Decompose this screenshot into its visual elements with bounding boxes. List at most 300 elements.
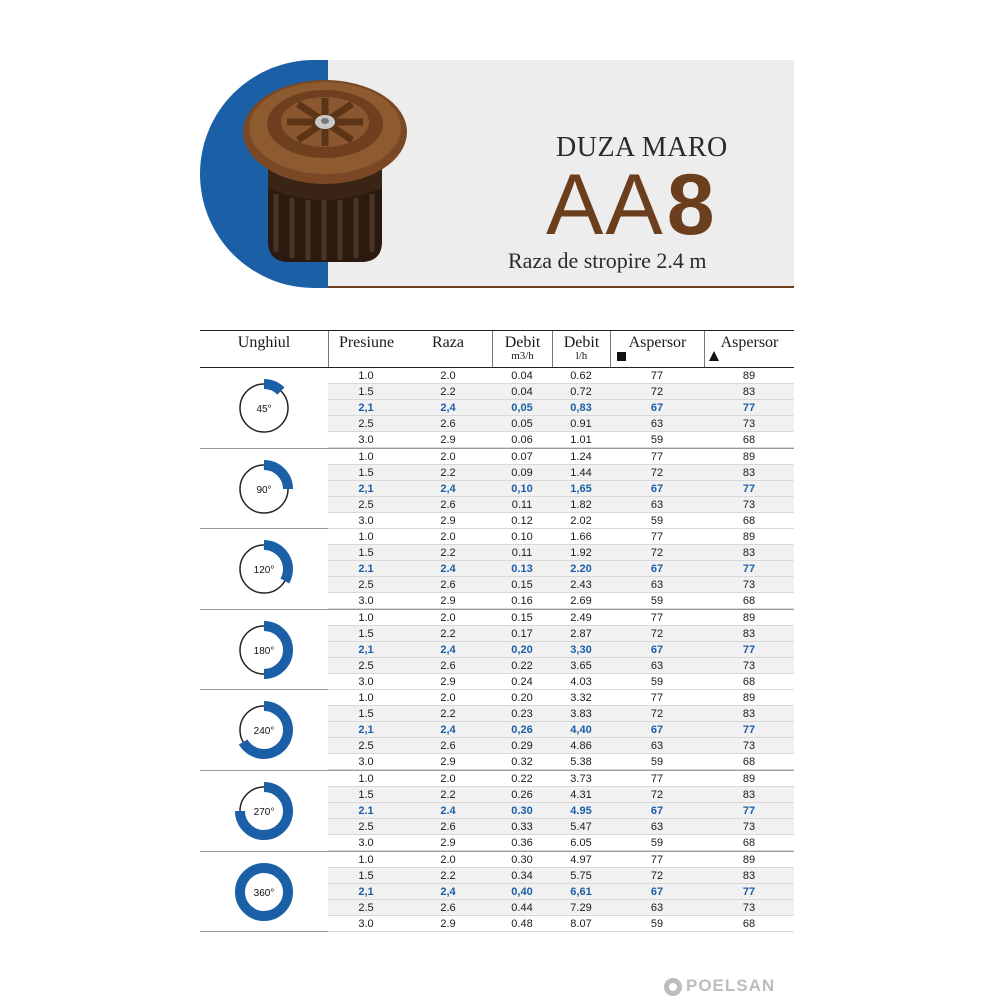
flow-lh-cell: 5.47 xyxy=(570,820,592,833)
spacing-triangle-cell: 68 xyxy=(742,756,756,769)
radius-cell: 2.6 xyxy=(440,418,456,430)
group-rows xyxy=(328,771,794,851)
column-header-label: Debit xyxy=(504,334,541,351)
spacing-square-cell: 67 xyxy=(650,482,664,495)
pressure-cell: 1.5 xyxy=(358,708,374,721)
flow-lh-cell: 3,30 xyxy=(570,643,592,656)
flow-lh-cell: 5.75 xyxy=(570,869,592,882)
flow-m3h-cell: 0.30 xyxy=(511,804,533,817)
spacing-triangle-cell: 83 xyxy=(742,466,756,479)
flow-m3h-cell: 0.17 xyxy=(511,627,533,640)
spacing-triangle-cell: 77 xyxy=(742,885,756,898)
spacing-square-cell: 72 xyxy=(650,547,664,560)
table-row xyxy=(328,626,794,642)
radius-cell: 2,4 xyxy=(440,724,456,737)
spacing-triangle-cell: 89 xyxy=(742,370,756,382)
flow-lh-cell: 4.97 xyxy=(570,853,592,866)
spacing-triangle-cell: 73 xyxy=(742,579,756,592)
flow-m3h-cell: 0.24 xyxy=(511,675,533,688)
spacing-square-cell: 67 xyxy=(650,885,664,898)
flow-m3h-cell: 0.33 xyxy=(511,820,533,833)
spacing-square-cell: 63 xyxy=(650,498,664,511)
flow-lh-cell: 4.86 xyxy=(570,740,592,753)
flow-lh-cell: 4.03 xyxy=(570,675,592,688)
column-header-unit: m3/h xyxy=(511,350,534,362)
spacing-square-cell: 72 xyxy=(650,466,664,479)
flow-m3h-cell: 0,40 xyxy=(511,885,533,898)
table-row xyxy=(328,771,794,787)
spacing-triangle-cell: 89 xyxy=(742,611,756,624)
pressure-cell: 1.5 xyxy=(358,627,374,640)
table-row xyxy=(328,465,794,481)
table-row xyxy=(328,674,794,690)
flow-lh-cell: 0.91 xyxy=(570,418,592,430)
radius-cell: 2.0 xyxy=(440,611,456,624)
spacing-triangle-cell: 73 xyxy=(742,740,756,753)
pressure-cell: 2,1 xyxy=(358,724,374,737)
angle-diagram xyxy=(200,771,328,851)
column-header-pressure xyxy=(328,331,404,367)
table-row xyxy=(328,610,794,626)
pressure-cell: 2,1 xyxy=(358,643,374,656)
table-row xyxy=(328,481,794,497)
column-header-angle xyxy=(200,331,328,367)
spacing-square-cell: 72 xyxy=(650,386,664,398)
table-row xyxy=(328,400,794,416)
flow-lh-cell: 1.24 xyxy=(570,450,592,463)
flow-lh-cell: 2.43 xyxy=(570,579,592,592)
product-header xyxy=(200,60,794,288)
product-code xyxy=(546,157,715,253)
spacing-square-cell: 77 xyxy=(650,450,664,463)
angle-diagram xyxy=(200,529,328,609)
spacing-square-cell: 59 xyxy=(650,675,664,688)
flow-m3h-cell: 0.04 xyxy=(511,386,533,398)
pressure-cell: 2.5 xyxy=(358,820,374,833)
radius-cell: 2,4 xyxy=(440,643,456,656)
pressure-cell: 3.0 xyxy=(358,675,374,688)
flow-lh-cell: 1.44 xyxy=(570,466,592,479)
radius-cell: 2.6 xyxy=(440,901,456,914)
flow-lh-cell: 0.72 xyxy=(570,386,592,398)
spray-arc-icon xyxy=(233,861,295,923)
radius-cell: 2.0 xyxy=(440,692,456,705)
pressure-cell: 2.1 xyxy=(358,804,374,817)
angle-diagram xyxy=(200,449,328,529)
flow-lh-cell: 8.07 xyxy=(570,917,592,930)
radius-cell: 2.6 xyxy=(440,820,456,833)
pressure-cell: 1.0 xyxy=(358,692,374,705)
column-header-label: Aspersor xyxy=(720,334,779,351)
pressure-cell: 2.5 xyxy=(358,659,374,672)
angle-group xyxy=(200,449,794,530)
radius-cell: 2,4 xyxy=(440,482,456,495)
pressure-cell: 1.5 xyxy=(358,788,374,801)
angle-group xyxy=(200,852,794,933)
table-row xyxy=(328,900,794,916)
spacing-triangle-cell: 83 xyxy=(742,788,756,801)
spray-arc xyxy=(264,384,281,391)
table-body xyxy=(200,368,794,932)
radius-cell: 2.2 xyxy=(440,708,456,721)
flow-lh-cell: 2.49 xyxy=(570,611,592,624)
table-row xyxy=(328,868,794,884)
group-rows xyxy=(328,449,794,529)
flow-lh-cell: 3.83 xyxy=(570,708,592,721)
spacing-triangle-cell: 68 xyxy=(742,434,756,446)
pressure-cell: 2.5 xyxy=(358,901,374,914)
pressure-cell: 1.0 xyxy=(358,611,374,624)
table-row xyxy=(328,690,794,706)
table-header xyxy=(200,330,794,368)
nozzle-product-image xyxy=(232,74,422,274)
pressure-cell: 2,1 xyxy=(358,482,374,495)
flow-lh-cell: 4,40 xyxy=(570,724,592,737)
table-row xyxy=(328,545,794,561)
spacing-square-cell: 59 xyxy=(650,434,664,446)
pressure-cell: 1.5 xyxy=(358,386,374,398)
radius-cell: 2,4 xyxy=(440,402,456,414)
table-row xyxy=(328,787,794,803)
flow-lh-cell: 0.62 xyxy=(570,370,592,382)
spacing-square-cell: 67 xyxy=(650,643,664,656)
spacing-square-cell: 59 xyxy=(650,595,664,608)
pressure-cell: 2.5 xyxy=(358,498,374,511)
angle-group xyxy=(200,368,794,449)
flow-lh-cell: 4.31 xyxy=(570,788,592,801)
spacing-triangle-cell: 68 xyxy=(742,836,756,849)
column-header-spacing-triangle xyxy=(704,331,794,367)
spacing-triangle-cell: 83 xyxy=(742,627,756,640)
spacing-triangle-cell: 89 xyxy=(742,853,756,866)
flow-lh-cell: 1.01 xyxy=(570,434,592,446)
pressure-cell: 3.0 xyxy=(358,595,374,608)
angle-group xyxy=(200,610,794,691)
group-rows xyxy=(328,529,794,609)
flow-m3h-cell: 0.22 xyxy=(511,772,533,785)
flow-m3h-cell: 0.13 xyxy=(511,563,533,576)
column-header-label: Unghiul xyxy=(237,334,291,351)
group-rows xyxy=(328,690,794,770)
performance-table xyxy=(200,330,794,932)
spacing-square-cell: 59 xyxy=(650,756,664,769)
spacing-square-cell: 59 xyxy=(650,514,664,527)
flow-m3h-cell: 0.22 xyxy=(511,659,533,672)
table-row xyxy=(328,368,794,384)
flow-m3h-cell: 0.44 xyxy=(511,901,533,914)
product-code-number: 8 xyxy=(666,157,715,253)
spacing-square-cell: 63 xyxy=(650,579,664,592)
table-row xyxy=(328,754,794,770)
column-header-radius xyxy=(404,331,492,367)
column-header-label: Aspersor xyxy=(628,334,687,351)
radius-cell: 2.0 xyxy=(440,531,456,544)
angle-label: 270° xyxy=(253,806,275,818)
group-rows xyxy=(328,368,794,448)
spacing-square-cell: 77 xyxy=(650,853,664,866)
spray-radius-subtitle: Raza de stropire 2.4 m xyxy=(508,248,707,273)
column-header-label: Debit xyxy=(563,334,600,351)
table-row xyxy=(328,835,794,851)
flow-m3h-cell: 0.34 xyxy=(511,869,533,882)
flow-m3h-cell: 0.29 xyxy=(511,740,533,753)
flow-m3h-cell: 0.06 xyxy=(511,434,533,446)
flow-m3h-cell: 0.10 xyxy=(511,531,533,544)
radius-cell: 2.9 xyxy=(440,756,456,769)
flow-lh-cell: 5.38 xyxy=(570,756,592,769)
table-row xyxy=(328,432,794,448)
pressure-cell: 2.5 xyxy=(358,579,374,592)
flow-m3h-cell: 0.05 xyxy=(511,418,533,430)
table-row xyxy=(328,916,794,932)
radius-cell: 2.2 xyxy=(440,788,456,801)
pressure-cell: 2,1 xyxy=(358,885,374,898)
pressure-cell: 2.5 xyxy=(358,740,374,753)
flow-lh-cell: 4.95 xyxy=(570,804,592,817)
radius-cell: 2.4 xyxy=(440,563,456,576)
flow-m3h-cell: 0.04 xyxy=(511,370,533,382)
radius-cell: 2.9 xyxy=(440,434,456,446)
flow-m3h-cell: 0.32 xyxy=(511,756,533,769)
pressure-cell: 2.1 xyxy=(358,563,374,576)
spacing-square-cell: 59 xyxy=(650,836,664,849)
table-row xyxy=(328,658,794,674)
square-symbol-icon xyxy=(617,352,626,361)
pressure-cell: 3.0 xyxy=(358,756,374,769)
angle-group xyxy=(200,529,794,610)
radius-cell: 2.2 xyxy=(440,869,456,882)
table-row xyxy=(328,513,794,529)
spacing-square-cell: 72 xyxy=(650,788,664,801)
radius-cell: 2.9 xyxy=(440,595,456,608)
pressure-cell: 1.0 xyxy=(358,450,374,463)
spacing-triangle-cell: 68 xyxy=(742,917,756,930)
angle-label: 90° xyxy=(256,484,272,496)
radius-cell: 2.0 xyxy=(440,853,456,866)
spacing-triangle-cell: 73 xyxy=(742,820,756,833)
flow-lh-cell: 6.05 xyxy=(570,836,592,849)
table-row xyxy=(328,884,794,900)
spacing-square-cell: 59 xyxy=(650,917,664,930)
spacing-triangle-cell: 89 xyxy=(742,531,756,544)
flow-lh-cell: 3.32 xyxy=(570,692,592,705)
pressure-cell: 1.0 xyxy=(358,853,374,866)
spacing-triangle-cell: 77 xyxy=(742,563,756,576)
table-row xyxy=(328,561,794,577)
flow-m3h-cell: 0.36 xyxy=(511,836,533,849)
column-header-unit: l/h xyxy=(575,350,588,362)
spacing-square-cell: 67 xyxy=(650,724,664,737)
column-header-label: Presiune xyxy=(338,334,395,351)
pressure-cell: 2.5 xyxy=(358,418,374,430)
spacing-triangle-cell: 77 xyxy=(742,482,756,495)
brand-logo-icon xyxy=(664,978,682,996)
radius-cell: 2.6 xyxy=(440,579,456,592)
radius-cell: 2.0 xyxy=(440,772,456,785)
table-row xyxy=(328,706,794,722)
product-color-title: DUZA MARO xyxy=(556,132,728,163)
column-header-flow-m3h xyxy=(492,331,552,367)
column-header-spacing-square xyxy=(610,331,704,367)
flow-lh-cell: 1.66 xyxy=(570,531,592,544)
radius-cell: 2.9 xyxy=(440,514,456,527)
radius-cell: 2.6 xyxy=(440,740,456,753)
flow-lh-cell: 7.29 xyxy=(570,901,592,914)
spacing-triangle-cell: 89 xyxy=(742,692,756,705)
pressure-cell: 1.0 xyxy=(358,772,374,785)
flow-m3h-cell: 0.48 xyxy=(511,917,533,930)
flow-lh-cell: 1,65 xyxy=(570,482,592,495)
spacing-triangle-cell: 73 xyxy=(742,659,756,672)
spacing-square-cell: 63 xyxy=(650,740,664,753)
flow-m3h-cell: 0.09 xyxy=(511,466,533,479)
spacing-triangle-cell: 83 xyxy=(742,708,756,721)
flow-lh-cell: 2.20 xyxy=(570,563,592,576)
spacing-square-cell: 63 xyxy=(650,820,664,833)
flow-lh-cell: 1.92 xyxy=(570,547,592,560)
table-row xyxy=(328,416,794,432)
header-divider xyxy=(328,286,794,288)
table-row xyxy=(328,529,794,545)
radius-cell: 2.2 xyxy=(440,466,456,479)
spacing-square-cell: 67 xyxy=(650,402,664,414)
spacing-triangle-cell: 77 xyxy=(742,643,756,656)
angle-diagram xyxy=(200,610,328,690)
radius-cell: 2.2 xyxy=(440,547,456,560)
column-header-flow-lh xyxy=(552,331,610,367)
spacing-square-cell: 72 xyxy=(650,627,664,640)
spacing-triangle-cell: 83 xyxy=(742,869,756,882)
table-row xyxy=(328,497,794,513)
spacing-triangle-cell: 73 xyxy=(742,901,756,914)
group-rows xyxy=(328,610,794,690)
pressure-cell: 2,1 xyxy=(358,402,374,414)
radius-cell: 2.9 xyxy=(440,675,456,688)
spacing-triangle-cell: 77 xyxy=(742,724,756,737)
flow-lh-cell: 2.87 xyxy=(570,627,592,640)
table-row xyxy=(328,384,794,400)
flow-m3h-cell: 0.07 xyxy=(511,450,533,463)
angle-group xyxy=(200,771,794,852)
spacing-triangle-cell: 73 xyxy=(742,418,756,430)
spacing-triangle-cell: 89 xyxy=(742,450,756,463)
pressure-cell: 3.0 xyxy=(358,836,374,849)
radius-cell: 2.2 xyxy=(440,627,456,640)
flow-lh-cell: 2.69 xyxy=(570,595,592,608)
table-row xyxy=(328,449,794,465)
angle-label: 45° xyxy=(256,404,272,415)
spacing-square-cell: 77 xyxy=(650,531,664,544)
table-row xyxy=(328,852,794,868)
flow-lh-cell: 2.02 xyxy=(570,514,592,527)
spacing-square-cell: 63 xyxy=(650,418,664,430)
spacing-triangle-cell: 83 xyxy=(742,547,756,560)
spray-arc-icon xyxy=(233,377,295,439)
flow-m3h-cell: 0,26 xyxy=(511,724,533,737)
radius-cell: 2,4 xyxy=(440,885,456,898)
spacing-triangle-cell: 77 xyxy=(742,804,756,817)
spacing-triangle-cell: 68 xyxy=(742,595,756,608)
flow-m3h-cell: 0,10 xyxy=(511,482,533,495)
pressure-cell: 1.5 xyxy=(358,547,374,560)
table-row xyxy=(328,642,794,658)
triangle-symbol-icon xyxy=(709,351,719,361)
pressure-cell: 3.0 xyxy=(358,917,374,930)
pressure-cell: 1.0 xyxy=(358,531,374,544)
group-rows xyxy=(328,852,794,932)
spray-arc-icon xyxy=(233,458,295,520)
radius-cell: 2.0 xyxy=(440,370,456,382)
spray-arc-icon xyxy=(233,699,295,761)
spacing-square-cell: 67 xyxy=(650,804,664,817)
radius-cell: 2.2 xyxy=(440,386,456,398)
product-code-letters: AA xyxy=(546,157,665,253)
radius-cell: 2.9 xyxy=(440,917,456,930)
table-row xyxy=(328,722,794,738)
spacing-square-cell: 77 xyxy=(650,772,664,785)
column-header-label: Raza xyxy=(432,334,464,351)
flow-m3h-cell: 0,20 xyxy=(511,643,533,656)
flow-lh-cell: 6,61 xyxy=(570,885,592,898)
spacing-square-cell: 77 xyxy=(650,370,664,382)
spacing-square-cell: 67 xyxy=(650,563,664,576)
spacing-square-cell: 77 xyxy=(650,611,664,624)
flow-m3h-cell: 0.12 xyxy=(511,514,533,527)
flow-m3h-cell: 0.26 xyxy=(511,788,533,801)
flow-m3h-cell: 0.11 xyxy=(511,547,533,560)
radius-cell: 2.9 xyxy=(440,836,456,849)
spacing-triangle-cell: 68 xyxy=(742,675,756,688)
spacing-triangle-cell: 89 xyxy=(742,772,756,785)
angle-diagram xyxy=(200,368,328,448)
flow-m3h-cell: 0.23 xyxy=(511,708,533,721)
angle-diagram xyxy=(200,852,328,932)
radius-cell: 2.0 xyxy=(440,450,456,463)
spacing-square-cell: 63 xyxy=(650,659,664,672)
spacing-square-cell: 72 xyxy=(650,708,664,721)
brand-logo-text: POELSAN xyxy=(686,976,776,995)
flow-m3h-cell: 0.20 xyxy=(511,692,533,705)
spacing-square-cell: 72 xyxy=(650,869,664,882)
flow-m3h-cell: 0.16 xyxy=(511,595,533,608)
table-row xyxy=(328,803,794,819)
flow-m3h-cell: 0.15 xyxy=(511,611,533,624)
spray-arc-icon xyxy=(233,780,295,842)
flow-m3h-cell: 0.11 xyxy=(511,498,533,511)
pressure-cell: 3.0 xyxy=(358,514,374,527)
flow-m3h-cell: 0.15 xyxy=(511,579,533,592)
angle-label: 120° xyxy=(253,565,275,577)
pressure-cell: 1.5 xyxy=(358,869,374,882)
spacing-square-cell: 77 xyxy=(650,692,664,705)
spacing-triangle-cell: 73 xyxy=(742,498,756,511)
flow-lh-cell: 3.73 xyxy=(570,772,592,785)
spacing-square-cell: 63 xyxy=(650,901,664,914)
radius-cell: 2.4 xyxy=(440,804,456,817)
angle-group xyxy=(200,690,794,771)
spray-arc-icon xyxy=(233,619,295,681)
table-row xyxy=(328,577,794,593)
flow-m3h-cell: 0,05 xyxy=(511,402,533,414)
flow-lh-cell: 3.65 xyxy=(570,659,592,672)
pressure-cell: 1.0 xyxy=(358,370,374,382)
spray-arc-icon xyxy=(233,538,295,600)
flow-m3h-cell: 0.30 xyxy=(511,853,533,866)
angle-label: 180° xyxy=(253,645,275,657)
flow-lh-cell: 0,83 xyxy=(570,402,592,414)
radius-cell: 2.6 xyxy=(440,498,456,511)
spacing-triangle-cell: 68 xyxy=(742,514,756,527)
